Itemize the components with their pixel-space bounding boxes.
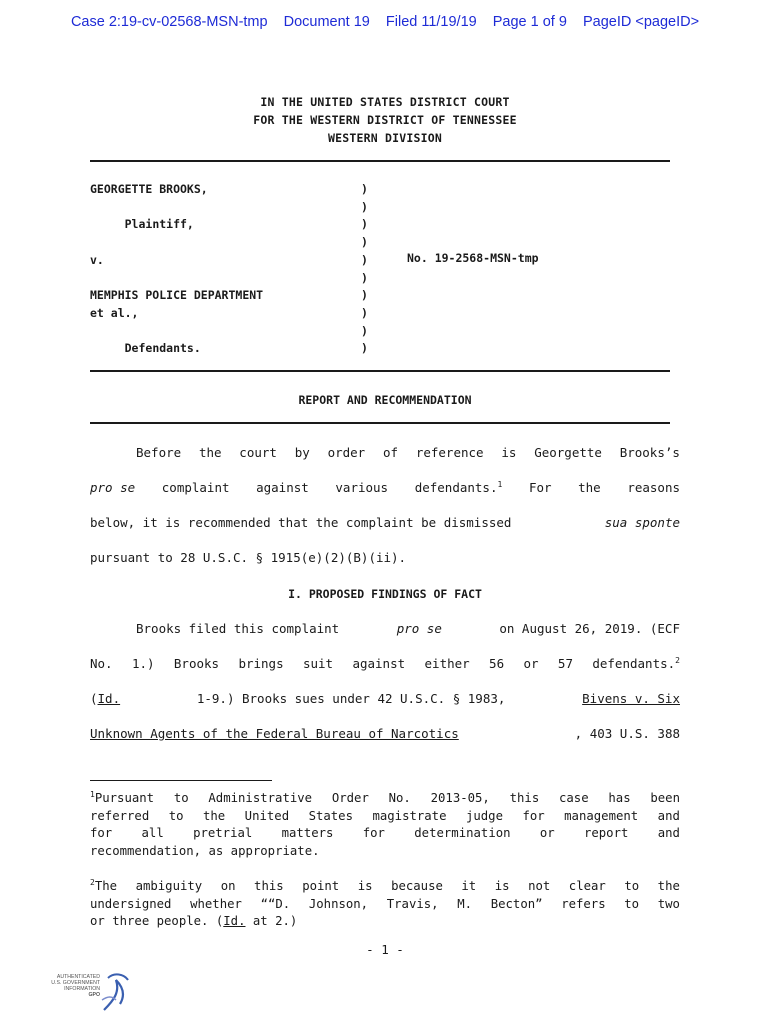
body-word: pretrial bbox=[193, 826, 253, 840]
body-line bbox=[90, 480, 680, 495]
body-word: this bbox=[509, 791, 540, 805]
body-word: States bbox=[308, 808, 353, 823]
footnote-line bbox=[90, 790, 680, 808]
body-word: 56 bbox=[489, 656, 505, 671]
body-word: the bbox=[202, 808, 226, 823]
body-word: refers bbox=[561, 896, 606, 911]
court-line-3: WESTERN DIVISION bbox=[328, 131, 442, 145]
body-word: magistrate bbox=[372, 808, 447, 823]
body-word: determination bbox=[414, 826, 511, 840]
page-number: - 1 - bbox=[366, 942, 404, 957]
citation-id: Id. bbox=[223, 914, 246, 928]
body-line bbox=[136, 445, 680, 460]
body-word: whether bbox=[190, 896, 242, 911]
body-word: Brooks’s bbox=[619, 445, 680, 460]
latin-term: pro se bbox=[90, 480, 136, 495]
footnote-line bbox=[90, 896, 680, 914]
body-word: the bbox=[657, 879, 680, 893]
footnote-text: recommendation, as appropriate. bbox=[90, 843, 320, 858]
body-word: court bbox=[239, 445, 277, 460]
footnote-rule bbox=[90, 780, 272, 781]
section-heading: I. PROPOSED FINDINGS OF FACT bbox=[288, 587, 482, 601]
body-word: two bbox=[657, 896, 680, 911]
body-word: No. bbox=[90, 656, 113, 671]
body-word: referred bbox=[90, 808, 150, 823]
body-word: 2013-05, bbox=[430, 791, 490, 805]
body-word: Becton” bbox=[490, 896, 543, 911]
document-title: REPORT AND RECOMMENDATION bbox=[298, 393, 472, 407]
body-word: it bbox=[461, 879, 477, 893]
body-word: management bbox=[564, 808, 639, 823]
body-word: M. bbox=[457, 896, 473, 911]
caption-parentheses: ) ) ) ) ) ) ) ) ) ) bbox=[361, 182, 368, 356]
court-heading bbox=[0, 93, 770, 147]
body-word: matters bbox=[281, 826, 334, 840]
divider-rule bbox=[90, 160, 670, 162]
body-word: report bbox=[583, 826, 629, 840]
body-line bbox=[90, 515, 680, 530]
body-word: is bbox=[357, 879, 373, 893]
body-text: (Id. bbox=[90, 691, 121, 706]
body-word: brings bbox=[238, 656, 284, 671]
body-text: Brooks filed this complaint bbox=[136, 621, 340, 636]
body-word: against bbox=[352, 656, 406, 671]
body-word: to bbox=[624, 896, 640, 911]
body-word: Order bbox=[331, 791, 369, 805]
body-word: or bbox=[523, 656, 539, 671]
body-word: either bbox=[424, 656, 470, 671]
body-line bbox=[90, 656, 680, 671]
body-word: reasons bbox=[627, 480, 680, 495]
divider-rule bbox=[90, 370, 670, 372]
plaintiff-role: Plaintiff, bbox=[124, 217, 194, 232]
body-word: $^2$The bbox=[90, 877, 118, 893]
body-word: the bbox=[198, 445, 222, 460]
body-word: For bbox=[528, 480, 552, 495]
body-word: clear bbox=[568, 879, 606, 893]
body-word: ““D. bbox=[260, 896, 291, 911]
ecf-header bbox=[0, 14, 770, 30]
body-word: Georgette bbox=[534, 445, 602, 460]
body-text: on August 26, 2019. (ECF bbox=[499, 621, 680, 636]
body-word: to bbox=[624, 879, 640, 893]
defendant-name: MEMPHIS POLICE DEPARTMENT bbox=[90, 288, 264, 303]
case-citation: Bivens v. Six bbox=[582, 691, 680, 706]
footnote-line bbox=[90, 878, 680, 896]
court-line-2: FOR THE WESTERN DISTRICT OF TENNESSEE bbox=[253, 113, 517, 127]
footnote-marker: 2 bbox=[90, 877, 95, 887]
body-text: below, it is recommended that the complaint be dismissed bbox=[90, 515, 512, 530]
body-word: and bbox=[657, 826, 680, 840]
body-word: $^1$Pursuant bbox=[90, 789, 155, 805]
header-page: Page 1 of 9 bbox=[492, 14, 567, 30]
defendant-role: Defendants. bbox=[124, 341, 201, 356]
caption-parties bbox=[90, 181, 263, 358]
gpo-text: AUTHENTICATED U.S. GOVERNMENT INFORMATION GPO bbox=[51, 974, 100, 998]
gpo-eagle-icon bbox=[100, 970, 130, 1014]
versus: v. bbox=[90, 252, 104, 267]
body-word: all bbox=[141, 826, 164, 840]
body-word: complaint bbox=[161, 480, 230, 495]
body-line bbox=[90, 550, 680, 565]
body-text: pursuant to 28 U.S.C. § 1915(e)(2)(B)(ii). bbox=[90, 550, 407, 565]
body-word: Travis, bbox=[386, 896, 439, 911]
body-line bbox=[90, 726, 680, 741]
footnote-line bbox=[90, 808, 680, 826]
body-word: Johnson, bbox=[308, 896, 369, 911]
body-word: for bbox=[362, 826, 385, 840]
header-filed: Filed 11/19/19 bbox=[385, 14, 477, 30]
body-word: United bbox=[244, 808, 290, 823]
body-word: suit bbox=[302, 656, 334, 671]
body-word: is bbox=[501, 445, 517, 460]
citation-id: Id. bbox=[97, 691, 121, 706]
body-word: is bbox=[494, 879, 510, 893]
body-word: order bbox=[327, 445, 366, 460]
body-line bbox=[90, 691, 680, 706]
footnote-line bbox=[90, 913, 680, 931]
header-pageid: PageID <pageID> bbox=[582, 14, 700, 30]
body-word: on bbox=[220, 879, 236, 893]
court-line-1: IN THE UNITED STATES DISTRICT COURT bbox=[260, 95, 510, 109]
header-document: Document 19 bbox=[283, 14, 370, 30]
body-word: case bbox=[559, 791, 589, 805]
body-word: because bbox=[391, 879, 443, 893]
case-citation: Unknown Agents of the Federal Bureau of Narcotics bbox=[90, 726, 459, 741]
body-word: against bbox=[256, 480, 309, 495]
defendant-etal: et al., bbox=[90, 305, 139, 320]
body-word: to bbox=[173, 791, 189, 805]
divider-rule bbox=[90, 422, 670, 424]
body-word: not bbox=[528, 879, 551, 893]
latin-term: sua sponte bbox=[604, 515, 680, 530]
footnote-text: or three people. (Id. at 2.) bbox=[90, 914, 298, 928]
body-word: Administrative bbox=[208, 791, 313, 805]
footnote-1 bbox=[90, 790, 680, 860]
footnote-line bbox=[90, 843, 680, 861]
body-word: of bbox=[382, 445, 399, 460]
body-word: and bbox=[657, 808, 680, 823]
body-word: for bbox=[522, 808, 545, 823]
body-word: judge bbox=[465, 808, 503, 823]
body-word: for bbox=[90, 826, 113, 840]
body-word: this bbox=[254, 879, 284, 893]
body-word: 57 bbox=[557, 656, 573, 671]
body-word: the bbox=[578, 480, 601, 495]
body-word: been bbox=[650, 791, 680, 805]
header-case: Case 2:19-cv-02568-MSN-tmp bbox=[70, 14, 268, 30]
body-word: undersigned bbox=[90, 896, 172, 911]
plaintiff-name: GEORGETTE BROOKS, bbox=[90, 182, 208, 196]
body-word: or bbox=[539, 826, 555, 840]
body-word: Brooks bbox=[173, 656, 220, 671]
body-word: defendants.$^2$ bbox=[592, 655, 680, 671]
latin-term: pro se bbox=[396, 621, 442, 636]
body-word: by bbox=[294, 445, 310, 460]
body-word: No. bbox=[388, 791, 411, 805]
body-word: Before bbox=[136, 445, 182, 460]
case-number: No. 19-2568-MSN-tmp bbox=[407, 251, 539, 265]
body-word: ambiguity bbox=[135, 879, 203, 893]
footnote-ref-1: 1 bbox=[497, 479, 503, 489]
body-word: 1.) bbox=[131, 656, 155, 671]
body-word: has bbox=[608, 791, 631, 805]
body-word: point bbox=[302, 879, 340, 893]
footnote-ref: 2 bbox=[675, 655, 680, 665]
footnote-2 bbox=[90, 878, 680, 931]
footnote-marker: 1 bbox=[90, 789, 95, 799]
body-text: , 403 U.S. 388 bbox=[574, 726, 680, 741]
body-word: to bbox=[168, 808, 184, 823]
body-text: 1-9.) Brooks sues under 42 U.S.C. § 1983, bbox=[196, 691, 506, 706]
body-word: defendants.$^1$ bbox=[414, 479, 503, 495]
body-line bbox=[136, 621, 680, 636]
body-word: various bbox=[335, 480, 389, 495]
body-word: reference bbox=[415, 445, 484, 460]
gpo-authentication-logo bbox=[42, 970, 132, 1015]
footnote-line bbox=[90, 825, 680, 843]
